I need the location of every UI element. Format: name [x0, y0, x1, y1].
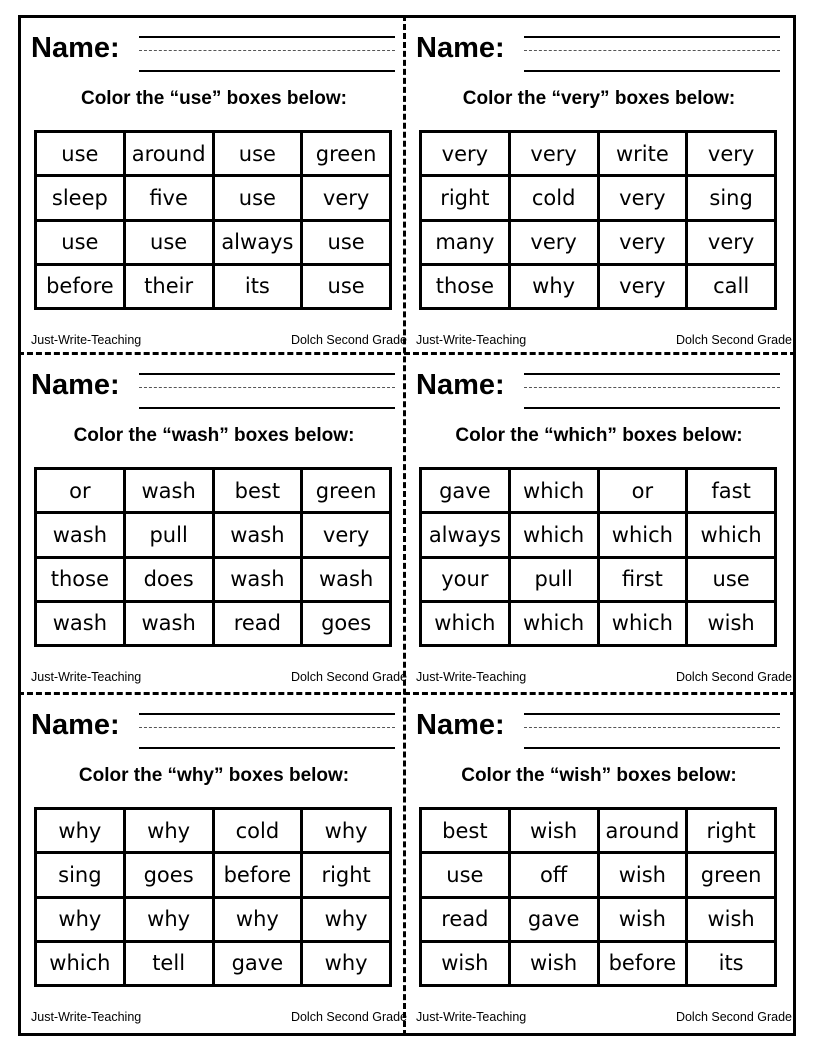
- instruction-text: Color the “very” boxes below:: [462, 88, 736, 109]
- word-box[interactable]: wish: [600, 899, 686, 940]
- word-box[interactable]: use: [215, 177, 301, 218]
- word-box[interactable]: which: [511, 514, 597, 555]
- word-box[interactable]: right: [303, 854, 389, 895]
- word-box[interactable]: very: [303, 514, 389, 555]
- word-box[interactable]: very: [600, 266, 686, 307]
- worksheet-card: [21, 355, 407, 695]
- word-box[interactable]: which: [600, 603, 686, 644]
- word-box[interactable]: wash: [126, 603, 212, 644]
- word-box[interactable]: first: [600, 559, 686, 600]
- word-box[interactable]: why: [215, 899, 301, 940]
- word-box[interactable]: its: [215, 266, 301, 307]
- word-box[interactable]: why: [511, 266, 597, 307]
- word-box[interactable]: use: [688, 559, 774, 600]
- word-box[interactable]: wish: [688, 899, 774, 940]
- word-grid: [419, 467, 777, 647]
- footer-level: Dolch Second Grade: [290, 333, 407, 347]
- word-box[interactable]: right: [688, 810, 774, 851]
- word-box[interactable]: or: [37, 470, 123, 511]
- word-box[interactable]: your: [422, 559, 508, 600]
- name-label: Name:: [31, 369, 120, 401]
- word-box[interactable]: five: [126, 177, 212, 218]
- word-box[interactable]: green: [303, 133, 389, 174]
- word-box[interactable]: very: [303, 177, 389, 218]
- name-writing-lines[interactable]: [139, 369, 395, 413]
- word-box[interactable]: sleep: [37, 177, 123, 218]
- word-box[interactable]: why: [303, 810, 389, 851]
- word-box[interactable]: use: [37, 133, 123, 174]
- word-box[interactable]: wash: [215, 514, 301, 555]
- word-box[interactable]: which: [511, 470, 597, 511]
- footer-brand: Just-Write-Teaching: [416, 1010, 527, 1024]
- word-box[interactable]: wash: [37, 514, 123, 555]
- name-writing-lines[interactable]: [524, 32, 780, 76]
- word-box[interactable]: around: [600, 810, 686, 851]
- word-box[interactable]: very: [688, 133, 774, 174]
- word-box[interactable]: its: [688, 943, 774, 984]
- word-box[interactable]: which: [688, 514, 774, 555]
- word-box[interactable]: why: [126, 899, 212, 940]
- word-box[interactable]: use: [303, 266, 389, 307]
- instruction-text: Color the “use” boxes below:: [80, 88, 348, 109]
- name-writing-lines[interactable]: [524, 369, 780, 413]
- instruction-text: Color the “wish” boxes below:: [461, 765, 737, 786]
- footer-brand: Just-Write-Teaching: [31, 333, 142, 347]
- word-box[interactable]: green: [303, 470, 389, 511]
- word-box[interactable]: their: [126, 266, 212, 307]
- word-box[interactable]: those: [37, 559, 123, 600]
- word-grid: [419, 130, 777, 310]
- word-box[interactable]: tell: [126, 943, 212, 984]
- word-box[interactable]: sing: [37, 854, 123, 895]
- name-writing-lines[interactable]: [139, 32, 395, 76]
- word-box[interactable]: wash: [215, 559, 301, 600]
- name-label: Name:: [31, 32, 120, 64]
- footer-level: Dolch Second Grade: [290, 670, 407, 684]
- footer-brand: Just-Write-Teaching: [416, 333, 527, 347]
- word-box[interactable]: very: [511, 133, 597, 174]
- word-box[interactable]: very: [511, 222, 597, 263]
- word-box[interactable]: green: [688, 854, 774, 895]
- word-box[interactable]: write: [600, 133, 686, 174]
- word-box[interactable]: right: [422, 177, 508, 218]
- word-box[interactable]: pull: [511, 559, 597, 600]
- word-box[interactable]: which: [37, 943, 123, 984]
- word-box[interactable]: wish: [688, 603, 774, 644]
- word-box[interactable]: before: [600, 943, 686, 984]
- footer-brand: Just-Write-Teaching: [31, 1010, 142, 1024]
- word-grid: [419, 807, 777, 987]
- word-box[interactable]: very: [600, 177, 686, 218]
- name-label: Name:: [416, 369, 505, 401]
- word-box[interactable]: wash: [37, 603, 123, 644]
- name-label: Name:: [416, 709, 505, 741]
- footer-level: Dolch Second Grade: [675, 333, 792, 347]
- word-box[interactable]: wash: [126, 470, 212, 511]
- word-box[interactable]: read: [215, 603, 301, 644]
- word-box[interactable]: best: [422, 810, 508, 851]
- word-box[interactable]: which: [422, 603, 508, 644]
- word-box[interactable]: why: [37, 899, 123, 940]
- word-box[interactable]: gave: [215, 943, 301, 984]
- word-box[interactable]: does: [126, 559, 212, 600]
- word-box[interactable]: or: [600, 470, 686, 511]
- word-box[interactable]: which: [600, 514, 686, 555]
- word-box[interactable]: use: [303, 222, 389, 263]
- word-box[interactable]: use: [37, 222, 123, 263]
- word-box[interactable]: call: [688, 266, 774, 307]
- word-box[interactable]: before: [37, 266, 123, 307]
- worksheet-card: [406, 18, 792, 358]
- worksheet-card: [406, 355, 792, 695]
- word-box[interactable]: around: [126, 133, 212, 174]
- word-box[interactable]: wish: [511, 810, 597, 851]
- instruction-text: Color the “why” boxes below:: [78, 765, 350, 786]
- word-box[interactable]: off: [511, 854, 597, 895]
- name-label: Name:: [31, 709, 120, 741]
- word-box[interactable]: gave: [422, 470, 508, 511]
- word-grid: [34, 130, 392, 310]
- word-box[interactable]: those: [422, 266, 508, 307]
- word-box[interactable]: pull: [126, 514, 212, 555]
- footer-level: Dolch Second Grade: [675, 670, 792, 684]
- word-box[interactable]: always: [215, 222, 301, 263]
- word-box[interactable]: wish: [511, 943, 597, 984]
- name-label: Name:: [416, 32, 505, 64]
- word-box[interactable]: goes: [126, 854, 212, 895]
- word-box[interactable]: goes: [303, 603, 389, 644]
- word-box[interactable]: why: [303, 899, 389, 940]
- word-box[interactable]: gave: [511, 899, 597, 940]
- word-box[interactable]: wish: [422, 943, 508, 984]
- word-box[interactable]: cold: [215, 810, 301, 851]
- word-box[interactable]: why: [37, 810, 123, 851]
- instruction-text: Color the “which” boxes below:: [455, 425, 743, 446]
- word-grid: [34, 807, 392, 987]
- word-box[interactable]: wash: [303, 559, 389, 600]
- instruction-text: Color the “wash” boxes below:: [73, 425, 355, 446]
- word-grid: [34, 467, 392, 647]
- name-writing-lines[interactable]: [139, 709, 395, 753]
- word-box[interactable]: use: [215, 133, 301, 174]
- name-writing-lines[interactable]: [524, 709, 780, 753]
- word-box[interactable]: wish: [600, 854, 686, 895]
- word-box[interactable]: cold: [511, 177, 597, 218]
- word-box[interactable]: very: [600, 222, 686, 263]
- word-box[interactable]: very: [688, 222, 774, 263]
- worksheet-card: [406, 695, 792, 1035]
- footer-level: Dolch Second Grade: [675, 1010, 792, 1024]
- word-box[interactable]: why: [303, 943, 389, 984]
- word-box[interactable]: before: [215, 854, 301, 895]
- word-box[interactable]: use: [126, 222, 212, 263]
- word-box[interactable]: sing: [688, 177, 774, 218]
- worksheet-card: [21, 18, 407, 358]
- word-box[interactable]: why: [126, 810, 212, 851]
- word-box[interactable]: many: [422, 222, 508, 263]
- word-box[interactable]: read: [422, 899, 508, 940]
- word-box[interactable]: best: [215, 470, 301, 511]
- word-box[interactable]: use: [422, 854, 508, 895]
- footer-brand: Just-Write-Teaching: [31, 670, 142, 684]
- word-box[interactable]: very: [422, 133, 508, 174]
- footer-brand: Just-Write-Teaching: [416, 670, 527, 684]
- word-box[interactable]: which: [511, 603, 597, 644]
- worksheet-card: [21, 695, 407, 1035]
- word-box[interactable]: fast: [688, 470, 774, 511]
- footer-level: Dolch Second Grade: [290, 1010, 407, 1024]
- word-box[interactable]: always: [422, 514, 508, 555]
